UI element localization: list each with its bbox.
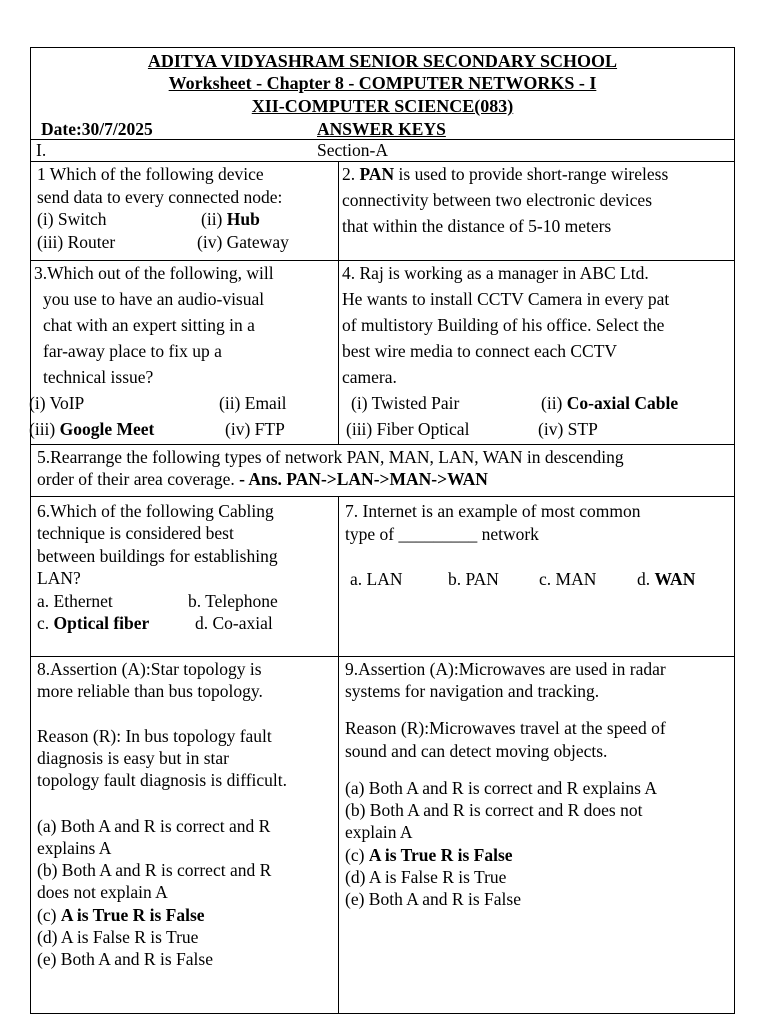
option: (iv) STP <box>538 419 598 439</box>
question-text: 4. Raj is working as a manager in ABC Ltd. <box>342 263 649 283</box>
option: c. MAN <box>539 569 597 589</box>
answer: WAN <box>654 569 696 589</box>
option-answer <box>637 568 695 591</box>
answer: Optical fiber <box>53 613 150 633</box>
option-label: d. <box>637 569 655 589</box>
question-text: 5.Rearrange the following types of network PAN, MAN, LAN, WAN in descending <box>37 447 624 467</box>
answer: Google Meet <box>59 419 155 439</box>
option-answer <box>29 418 154 441</box>
option: does not explain A <box>37 882 168 902</box>
option: a. LAN <box>350 569 403 589</box>
option-label: (iii) <box>29 419 60 439</box>
question-text: 1 Which of the following device <box>37 164 264 184</box>
option-answer <box>37 612 149 635</box>
answer-keys-title: ANSWER KEYS <box>317 119 446 139</box>
option-label: (c) <box>345 845 369 865</box>
divider <box>31 260 734 261</box>
option: explain A <box>345 822 413 842</box>
option-answer <box>201 208 260 231</box>
option-label: c. <box>37 613 54 633</box>
answer: - Ans. PAN->LAN->MAN->WAN <box>239 469 488 489</box>
option-answer <box>345 844 513 867</box>
option: b. Telephone <box>188 591 278 611</box>
answer: Co-axial Cable <box>566 393 679 413</box>
question-text: 7. Internet is an example of most common <box>345 501 641 521</box>
option-label: (c) <box>37 905 61 925</box>
option: (i) VoIP <box>29 393 85 413</box>
option-answer <box>37 904 205 927</box>
question-text-start: order of their area coverage. <box>37 469 240 489</box>
section-title: Section-A <box>317 140 388 160</box>
assertion-text: more reliable than bus topology. <box>37 681 263 701</box>
answer: A is True R is False <box>368 845 513 865</box>
reason-text: topology fault diagnosis is difficult. <box>37 770 288 790</box>
option: (d) A is False R is True <box>37 927 199 947</box>
worksheet-title: Worksheet - Chapter 8 - COMPUTER NETWORKS - I <box>168 73 597 93</box>
question-text: connectivity between two electronic devices <box>342 190 653 210</box>
question-text <box>37 468 488 491</box>
option: (iv) Gateway <box>197 232 289 252</box>
column-divider <box>338 161 339 444</box>
question-text: send data to every connected node: <box>37 187 283 207</box>
option: (b) Both A and R is correct and R does not <box>345 800 643 820</box>
option: (a) Both A and R is correct and R <box>37 816 271 836</box>
option: (i) Twisted Pair <box>351 393 460 413</box>
option-answer <box>541 392 678 415</box>
subject-title: XII-COMPUTER SCIENCE(083) <box>251 96 514 116</box>
question-text: between buildings for establishing <box>37 546 278 566</box>
option-label: (ii) <box>541 393 567 413</box>
option: d. Co-axial <box>195 613 273 633</box>
divider <box>31 444 734 445</box>
worksheet <box>30 47 735 1014</box>
option: (e) Both A and R is False <box>345 889 521 909</box>
option: (i) Switch <box>37 209 107 229</box>
option: (b) Both A and R is correct and R <box>37 860 272 880</box>
reason-text: Reason (R):Microwaves travel at the speed of <box>345 718 666 738</box>
option: (iii) Router <box>37 232 116 252</box>
question-text: best wire media to connect each CCTV <box>342 341 618 361</box>
option-label: (ii) <box>201 209 227 229</box>
column-divider <box>338 496 339 1014</box>
question-text: that within the distance of 5-10 meters <box>342 216 612 236</box>
question-text: far-away place to fix up a <box>43 341 222 361</box>
question-text: 6.Which of the following Cabling <box>37 501 274 521</box>
assertion-text: systems for navigation and tracking. <box>345 681 600 701</box>
assertion-text: 8.Assertion (A):Star topology is <box>37 659 262 679</box>
question-text: 2. PAN is used to provide short-range wireless <box>342 164 669 184</box>
question-text-rest: is used to provide short-range wireless <box>394 164 669 184</box>
question-text: technical issue? <box>43 367 154 387</box>
question-text: LAN? <box>37 568 81 588</box>
reason-text: sound and can detect moving objects. <box>345 741 608 761</box>
option: b. PAN <box>448 569 499 589</box>
option: (a) Both A and R is correct and R explains A <box>345 778 658 798</box>
reason-text: diagnosis is easy but in star <box>37 748 229 768</box>
question-text: technique is considered best <box>37 523 234 543</box>
reason-text: Reason (R): In bus topology fault <box>37 726 272 746</box>
option: a. Ethernet <box>37 591 113 611</box>
question-text: type of _________ network <box>345 524 539 544</box>
option: (iii) Fiber Optical <box>346 419 470 439</box>
option: (d) A is False R is True <box>345 867 507 887</box>
question-text: chat with an expert sitting in a <box>43 315 255 335</box>
answer: A is True R is False <box>60 905 205 925</box>
question-text: He wants to install CCTV Camera in every pat <box>342 289 670 309</box>
question-text: 3.Which out of the following, will <box>34 263 274 283</box>
question-text: camera. <box>342 367 397 387</box>
answer: Hub <box>226 209 260 229</box>
assertion-text: 9.Assertion (A):Microwaves are used in radar <box>345 659 666 679</box>
date: Date:30/7/2025 <box>41 119 153 139</box>
section-number: I. <box>36 140 47 160</box>
option: (ii) Email <box>219 393 287 413</box>
divider <box>31 656 734 657</box>
question-text: you use to have an audio-visual <box>43 289 265 309</box>
question-text: of multistory Building of his office. Select the <box>342 315 665 335</box>
answer: PAN <box>359 164 395 184</box>
divider <box>31 496 734 497</box>
option: explains A <box>37 838 112 858</box>
school-name: ADITYA VIDYASHRAM SENIOR SECONDARY SCHOOL <box>147 51 618 71</box>
option: (iv) FTP <box>225 419 285 439</box>
option: (e) Both A and R is False <box>37 949 213 969</box>
